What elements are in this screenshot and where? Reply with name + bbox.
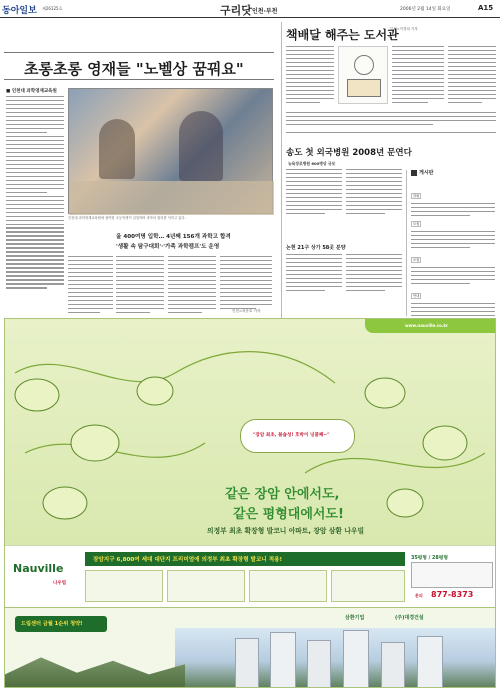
ad-apartment-render	[175, 628, 495, 688]
board-tag: 알림	[413, 194, 420, 198]
ad-tower-3	[307, 640, 331, 688]
photo-child-2	[179, 111, 223, 181]
main-photo-caption: 인천대 과학영재교육원에 참여한 초등학생이 실험하며 과학의 원리를 익히고 있다.	[68, 216, 186, 220]
ad-slogan-1: 같은 장암 안에서도,	[225, 487, 340, 502]
side2-rule	[286, 132, 496, 133]
ad-tower-2	[270, 632, 296, 688]
side2-body-b	[346, 169, 402, 217]
ad-speech-bubble	[240, 419, 355, 453]
photo-child-1	[99, 119, 135, 179]
page-number: A15	[478, 4, 494, 12]
ad-builder: 삼환기업	[345, 615, 365, 621]
side2-body-a	[286, 169, 342, 217]
side1-body-b	[392, 46, 444, 106]
ad-headline-bar	[85, 552, 405, 566]
side-headline-1: 책배달 해주는 도서관	[286, 28, 399, 42]
main-photo	[68, 88, 273, 214]
side-headline-3: 논현 21구 상가 58곳 분양	[286, 245, 346, 251]
board-item-4	[411, 282, 495, 323]
side2-sub: 뉴욕장로병원 600병상 규모	[288, 161, 336, 166]
board-icon	[411, 170, 417, 176]
board-tag: 모집	[413, 258, 420, 262]
ad-headline: 장암지구 6,800여 세대 대단지 프리미엄에 의정부 최초 확장형 발코니 적용!	[93, 557, 283, 563]
side1-body-d	[286, 112, 496, 128]
ad-phone: 877-8373	[431, 590, 474, 599]
side1-cartoon	[338, 46, 388, 104]
ad-brand: Nauville	[13, 562, 64, 575]
ad-slogan-2: 같은 평형대에서도!	[233, 507, 344, 522]
ad-info-box-4	[331, 570, 405, 602]
ad-tower-6	[417, 636, 443, 688]
main-body-col5	[220, 256, 272, 312]
page-header	[0, 0, 500, 18]
board-title: 게시판	[419, 170, 434, 176]
ad-tagline: 의정부 최초 확장형 발코니 아파트, 장암 삼환 나우빌	[207, 527, 365, 535]
ad-banner	[4, 318, 496, 608]
main-body-col2	[68, 256, 113, 316]
ad-map	[411, 562, 493, 588]
ad-url-bar	[365, 319, 496, 333]
photo-table	[69, 181, 274, 215]
ad-mountains	[5, 654, 185, 688]
ad-info-box-1	[85, 570, 163, 602]
board-tag: 안내	[413, 294, 420, 298]
section-title: 인천·부천	[252, 8, 278, 15]
cartoon-figure	[354, 55, 374, 75]
ad-sizes: 35평형 / 28평형	[411, 556, 448, 561]
ad-lower-strip	[4, 608, 496, 688]
section-logo: 구리닷	[220, 4, 252, 17]
ad-info-boxes	[85, 570, 405, 604]
board-panel	[406, 170, 496, 316]
ad-badge-text: 드림센터 금월 1순위 청약!	[21, 621, 83, 627]
board-item-2	[411, 210, 495, 251]
side1-body-a	[286, 46, 334, 106]
newspaper-logo: 동아일보	[2, 6, 37, 16]
main-body-col1	[6, 96, 64, 291]
side3-body-b	[346, 254, 402, 294]
side-headline-2: 송도 첫 외국병원 2008년 문연다	[286, 148, 412, 158]
main-body-col3	[116, 256, 164, 316]
main-subhead-1: 올 400여명 입학… 4년째 156개 과학고 합격	[116, 234, 231, 240]
board-item-3	[411, 246, 495, 287]
cartoon-books	[347, 79, 381, 97]
side3-body-a	[286, 254, 342, 294]
main-headline: 초롱초롱 영재들 "노벨상 꿈꿔요"	[24, 60, 244, 78]
board-tag: 모집	[413, 222, 420, 226]
ad-tower-4	[343, 630, 369, 688]
ad-bubble-text: "장암 최초, 블숍성! 호박이 넝쿨째~"	[253, 433, 330, 438]
ad-phone-label: 문의	[415, 593, 423, 598]
main-byline: 인천=차준호 기자	[232, 309, 261, 313]
ad-bottom-section	[5, 545, 496, 608]
issue-date: 2006년 2월 14일 화요일	[400, 7, 451, 12]
side1-body-c	[448, 46, 496, 106]
ad-tower-5	[381, 642, 405, 688]
main-body-col4	[168, 256, 216, 316]
ad-brand-sub: 나우빌	[53, 581, 67, 586]
ad-info-box-3	[249, 570, 327, 602]
ad-tower-1	[235, 638, 259, 688]
column-divider	[281, 22, 282, 318]
main-headline-box	[4, 52, 274, 80]
main-kicker: ■ 인천대 과학영재교육원	[6, 89, 57, 94]
side1-byline: 부천=이경희 기자	[390, 27, 418, 31]
ad-url: www.nauville.co.kr	[405, 323, 448, 328]
issue-number: 제26125호	[42, 6, 63, 11]
main-subhead-2: '생활 속 탐구대회'·'가족 과학캠프'도 운영	[116, 244, 220, 250]
ad-brand-logo	[13, 558, 79, 598]
ad-info-box-2	[167, 570, 245, 602]
ad-builder-2: (주)대경건설	[395, 615, 424, 621]
ad-badge	[15, 616, 107, 632]
